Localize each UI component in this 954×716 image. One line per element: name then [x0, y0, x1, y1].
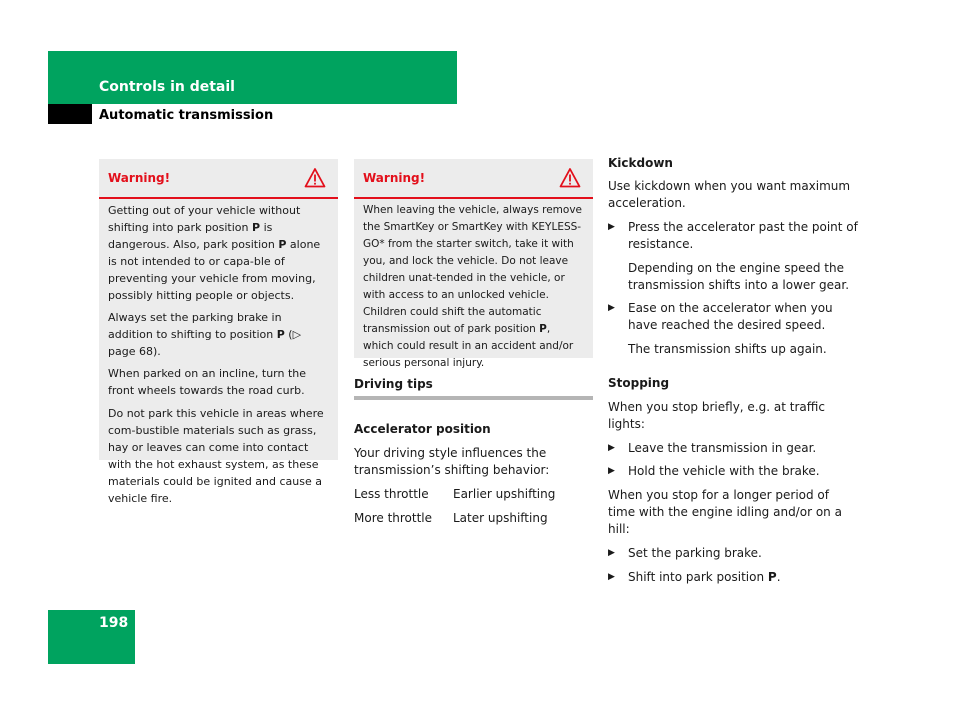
- warning-triangle-icon: [304, 167, 326, 189]
- throttle-row: [354, 510, 593, 527]
- header-band: [48, 51, 457, 104]
- kickdown-title: Kickdown: [608, 156, 673, 170]
- warning-body: [99, 199, 338, 517]
- bullet-arrow-icon: ▶: [608, 303, 615, 313]
- warning-header: [354, 159, 593, 199]
- warning-paragraph: When leaving the vehicle, always remove the SmartKey or SmartKey with KEYLESS-GO* from the starter switch, take it with you, and lock the vehicle. Do not leave children unat-tended in the vehicle, or with access to an unlocked vehicle. Children could shift the automatic transmission out of park position P, which could result in an accident and/or serious personal injury.: [363, 204, 582, 369]
- warning-paragraph: Getting out of your vehicle without shifting into park position P is dangerous. Also, park position P alone is not intended to or capa-ble of preventing your vehicle from moving, possibly hitting people or objects.: [108, 204, 321, 302]
- section-divider: [354, 396, 593, 400]
- page-number: 198: [99, 615, 129, 631]
- driving-tips-section: [354, 376, 593, 527]
- throttle-row: [354, 486, 593, 503]
- accelerator-position-title: Accelerator position: [354, 422, 491, 436]
- bullet-arrow-icon: ▶: [608, 548, 615, 558]
- throttle-cell: More throttle: [354, 511, 433, 525]
- warning-label: Warning!: [363, 171, 426, 185]
- warning-body: [354, 199, 593, 382]
- accelerator-position-text: Your driving style influences the transmission’s shifting behavior:: [354, 446, 550, 477]
- page-subtitle: Automatic transmission: [99, 108, 274, 123]
- header-tab-marker: [48, 104, 92, 124]
- list-item: ▶ Leave the transmission in gear.: [608, 441, 817, 455]
- warning-paragraph: Do not park this vehicle in areas where com-bustible materials such as grass, hay or leaves can come into contact with the hot exhaust system, as these materials could be ignited and cause a vehicle fire.: [108, 407, 324, 505]
- list-item: ▶ Shift into park position P.: [608, 570, 781, 584]
- kickdown-intro: Use kickdown when you want maximum acceleration.: [608, 179, 851, 210]
- list-item: ▶ Hold the vehicle with the brake.: [608, 464, 820, 478]
- stopping-title: Stopping: [608, 376, 670, 390]
- kickdown-note: The transmission shifts up again.: [628, 342, 827, 356]
- kickdown-note: Depending on the engine speed the transmission shifts into a lower gear.: [628, 261, 850, 292]
- warning-label: Warning!: [108, 171, 171, 185]
- list-item: ▶ Press the accelerator past the point of resistance.: [608, 220, 858, 251]
- list-item: ▶ Ease on the accelerator when you have reached the desired speed.: [608, 301, 833, 332]
- list-item: ▶ Set the parking brake.: [608, 546, 762, 560]
- warning-box-children: [354, 159, 593, 369]
- bullet-arrow-icon: ▶: [608, 466, 615, 476]
- warning-header: [99, 159, 338, 199]
- bullet-arrow-icon: ▶: [608, 572, 615, 582]
- bullet-arrow-icon: ▶: [608, 222, 615, 232]
- section-title: Controls in detail: [99, 79, 235, 95]
- warning-paragraph: Always set the parking brake in addition to shifting to position P (▷ page 68).: [108, 311, 302, 358]
- warning-triangle-icon: [559, 167, 581, 189]
- shift-cell: Later upshifting: [453, 511, 548, 525]
- stopping-intro-long: When you stop for a longer period of time with the engine idling and/or on a hill:: [608, 488, 842, 536]
- driving-tips-title: Driving tips: [354, 377, 433, 391]
- kickdown-stopping-column: [608, 155, 858, 586]
- warning-box-parking: [99, 159, 338, 505]
- bullet-arrow-icon: ▶: [608, 443, 615, 453]
- warning-paragraph: When parked on an incline, turn the front wheels towards the road curb.: [108, 367, 307, 397]
- throttle-cell: Less throttle: [354, 487, 429, 501]
- shift-cell: Earlier upshifting: [453, 487, 556, 501]
- stopping-intro-brief: When you stop briefly, e.g. at traffic lights:: [608, 400, 825, 431]
